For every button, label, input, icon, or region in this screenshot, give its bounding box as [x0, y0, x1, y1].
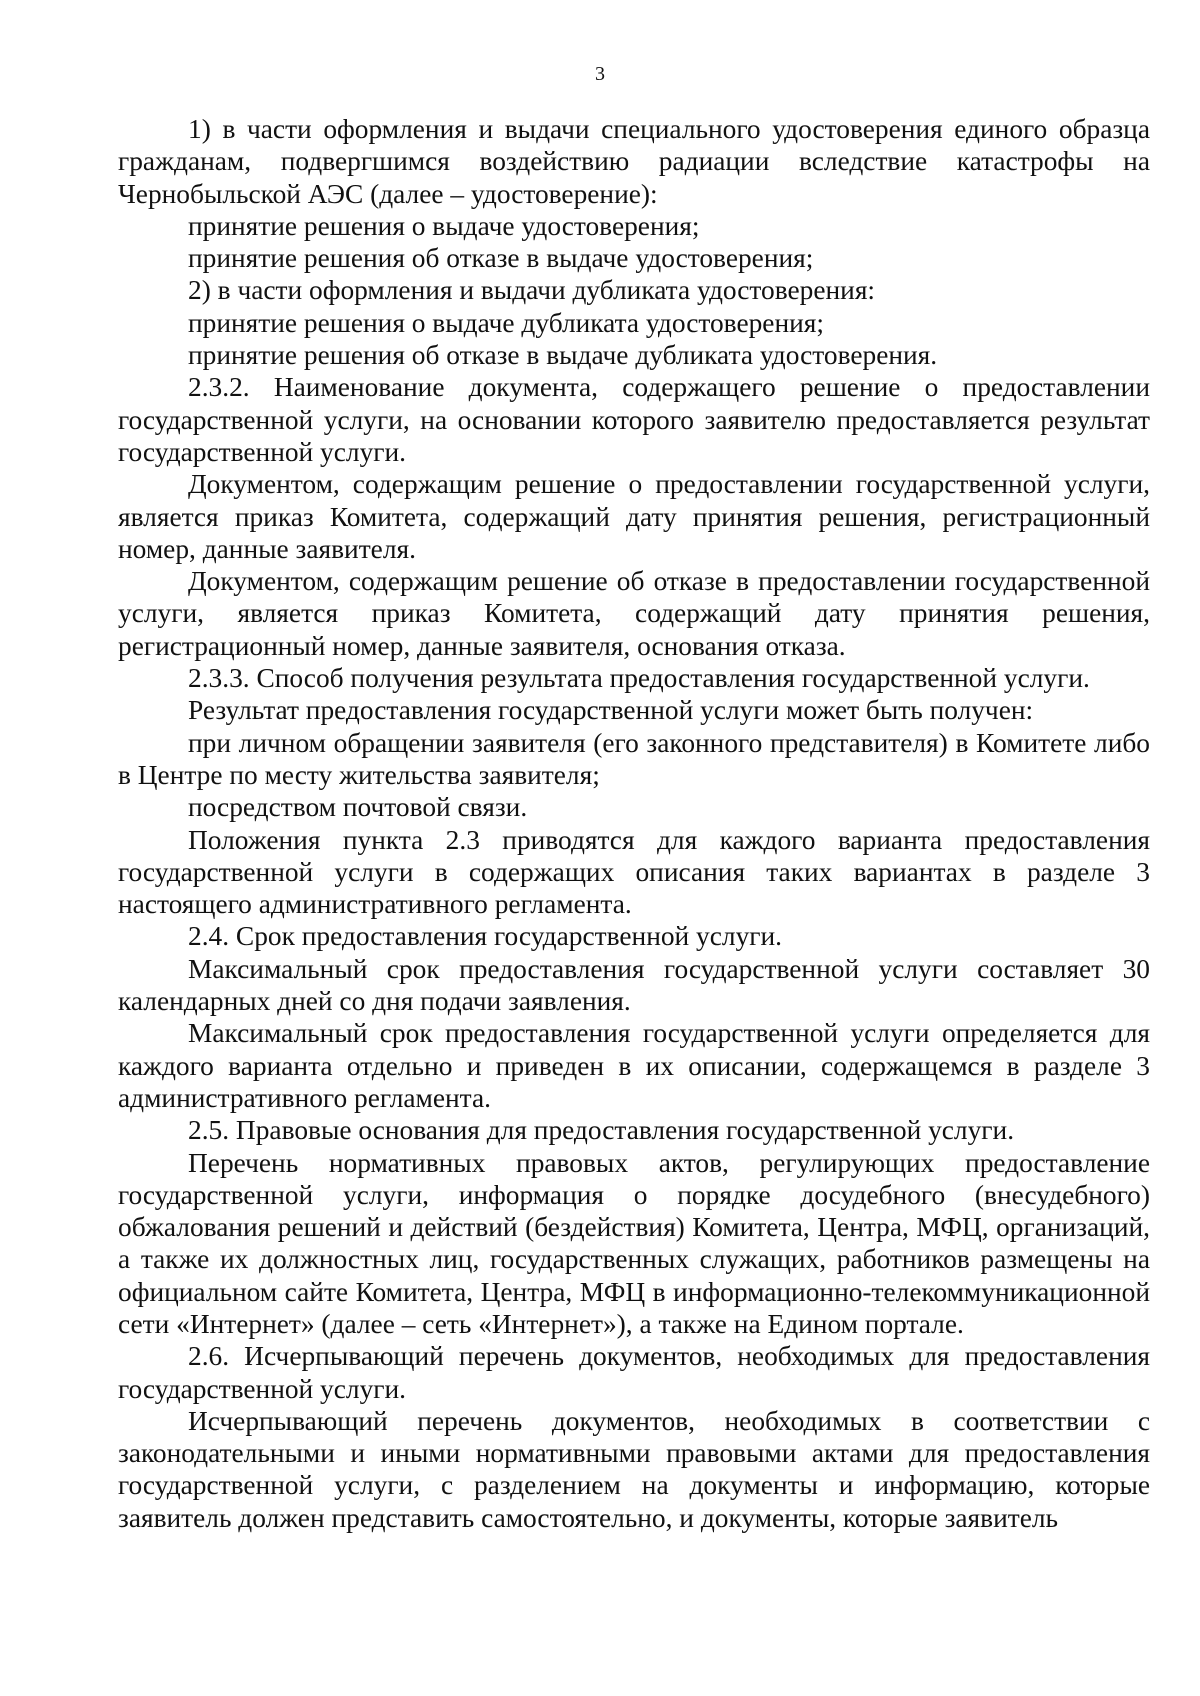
paragraph-17: Максимальный срок предоставления государственной услуги определяется для каждого варианта отдельно и приведен в их описании, содержащемся в разделе 3 административного регламента.	[118, 1018, 1150, 1113]
document-body	[118, 113, 1150, 1534]
paragraph-10: 2.3.3. Способ получения результата предоставления государственной услуги.	[188, 663, 1090, 694]
paragraph-20: 2.6. Исчерпывающий перечень документов, необходимых для предоставления государственной услуги.	[118, 1341, 1150, 1404]
paragraph-5: принятие решения о выдаче дубликата удостоверения;	[188, 307, 824, 338]
paragraph-12: при личном обращении заявителя (его законного представителя) в Комитете либо в Центре по месту жительства заявителя;	[118, 727, 1150, 790]
paragraph-21: Исчерпывающий перечень документов, необходимых в соответствии с законодательными и иными нормативными правовыми актами для предоставления государственной услуги, с разделением на документы и информацию, которые заявитель должен представить самостоятельно, и документы, которые заявитель	[118, 1405, 1150, 1533]
paragraph-13: посредством почтовой связи.	[188, 792, 528, 823]
paragraph-9: Документом, содержащим решение об отказе в предоставлении государственной услуги, является приказ Комитета, содержащий дату принятия решения, регистрационный номер, данные заявителя, основания отказа.	[118, 566, 1150, 661]
paragraph-15: 2.4. Срок предоставления государственной услуги.	[188, 921, 783, 952]
paragraph-4: 2) в части оформления и выдачи дубликата удостоверения:	[188, 275, 876, 306]
paragraph-1: 1) в части оформления и выдачи специального удостоверения единого образца гражданам, подвергшимся воздействию радиации вследствие катастрофы на Чернобыльской АЭС (далее – удостоверение):	[118, 114, 1150, 209]
paragraph-2: принятие решения о выдаче удостоверения;	[188, 210, 700, 241]
paragraph-18: 2.5. Правовые основания для предоставления государственной услуги.	[188, 1115, 1015, 1146]
paragraph-6: принятие решения об отказе в выдаче дубликата удостоверения.	[188, 340, 938, 371]
paragraph-3: принятие решения об отказе в выдаче удостоверения;	[188, 243, 814, 274]
paragraph-14: Положения пункта 2.3 приводятся для каждого варианта предоставления государственной услуги в содержащих описания таких вариантах в разделе 3 настоящего административного регламента.	[118, 824, 1150, 920]
paragraph-19: Перечень нормативных правовых актов, регулирующих предоставление государственной услуги, информация о порядке досудебного (внесудебного) обжалования решений и действий (бездействия) Комитета, Центра, МФЦ, организаций, а также их должностных лиц, государственных служащих, работников размещены на официальном сайте Комитета, Центра, МФЦ в информационно-телекоммуникационной сети «Интернет» (далее – сеть «Интернет»), а также на Едином портале.	[118, 1147, 1150, 1339]
paragraph-7: 2.3.2. Наименование документа, содержащего решение о предоставлении государственной услуги, на основании которого заявителю предоставляется результат государственной услуги.	[118, 372, 1150, 467]
paragraph-16: Максимальный срок предоставления государственной услуги составляет 30 календарных дней со дня подачи заявления.	[118, 953, 1150, 1017]
paragraph-8: Документом, содержащим решение о предоставлении государственной услуги, является приказ Комитета, содержащий дату принятия решения, регистрационный номер, данные заявителя.	[118, 469, 1150, 564]
page-number: 3	[595, 63, 605, 85]
paragraph-11: Результат предоставления государственной услуги может быть получен:	[188, 695, 1034, 726]
